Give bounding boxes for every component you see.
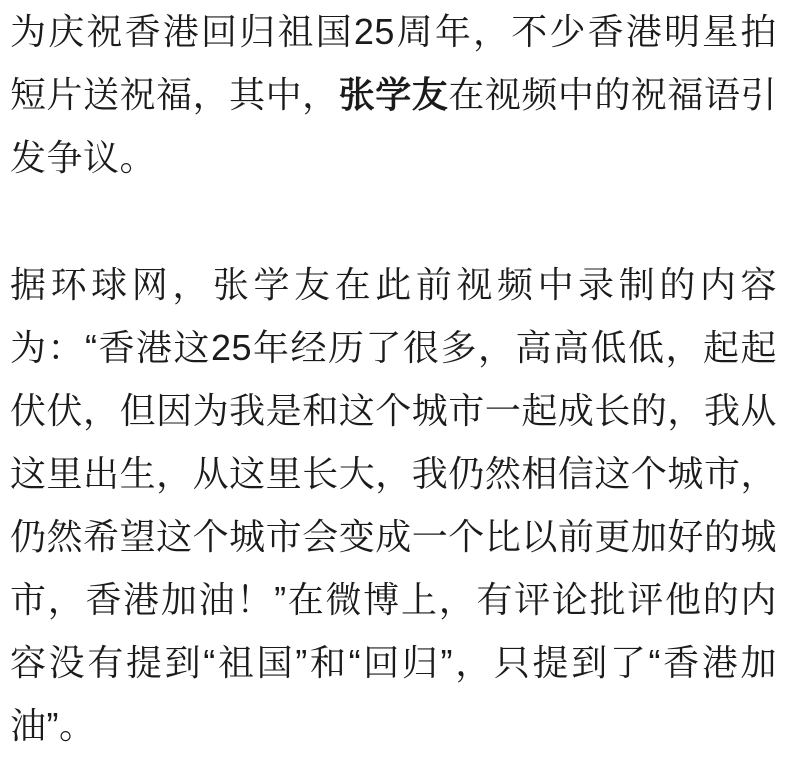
article-paragraph-quote <box>10 253 777 757</box>
text-segment: 为庆祝香港回归祖国25周年，不少香港明星拍短片送祝福，其中， <box>10 11 777 115</box>
celebrity-name-bold: 张学友 <box>338 74 449 115</box>
text-segment: 据环球网，张学友在此前视频中录制的内容为：“香港这25年经历了很多，高高低低，起起伏伏，但因为我是和这个城市一起成长的，我从这里出生，从这里长大，我仍然相信这个城市，仍然希望这个城市会变成一个比以前更加好的城市，香港加油！”在微博上，有评论批评他的内容没有提到“祖国”和“回归”，只提到了“香港加油”。 <box>10 264 777 746</box>
article-paragraph-intro <box>10 0 777 189</box>
text-segment: 在视频中的祝福语引发争议。 <box>10 74 777 178</box>
